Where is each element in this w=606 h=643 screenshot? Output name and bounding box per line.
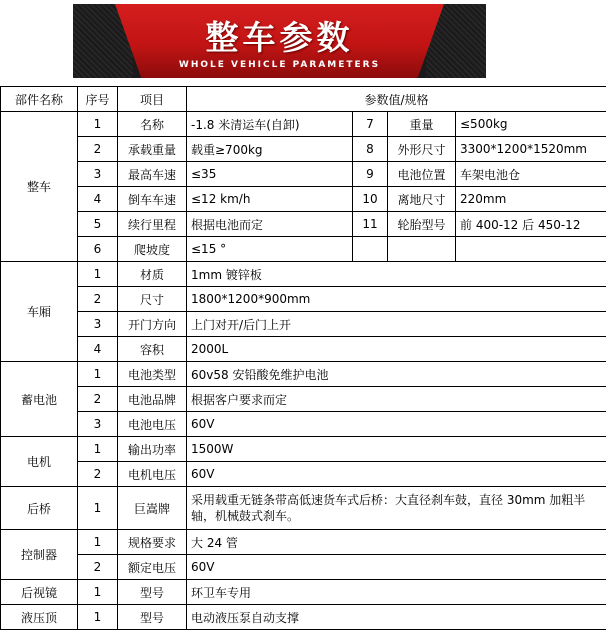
value-cell: 环卫车专用: [187, 580, 606, 605]
value-cell: 电动液压泵自动支撑: [187, 605, 606, 630]
item-cell: 续行里程: [118, 212, 187, 237]
table-row: [1, 212, 606, 237]
item-cell: 承载重量: [118, 137, 187, 162]
item-cell: 电池位置: [388, 162, 456, 187]
value-cell: ≤500kg: [456, 112, 606, 137]
banner-title: 整车参数: [205, 18, 354, 57]
value-cell: 60v58 安铅酸免维护电池: [187, 362, 606, 387]
group-cell: 液压顶: [1, 605, 78, 630]
value-cell: 上门对开/后门上开: [187, 312, 606, 337]
item-cell: 规格要求: [118, 530, 187, 555]
seq-cell: [353, 237, 388, 262]
item-cell: 重量: [388, 112, 456, 137]
seq-cell: 5: [78, 212, 118, 237]
seq-cell: 1: [78, 112, 118, 137]
item-cell: 尺寸: [118, 287, 187, 312]
item-cell: 材质: [118, 262, 187, 287]
table-row: [1, 337, 606, 362]
value-cell: 60V: [187, 462, 606, 487]
seq-cell: 1: [78, 530, 118, 555]
value-cell: -1.8 米清运车(自卸): [187, 112, 353, 137]
value-cell: 根据客户要求而定: [187, 387, 606, 412]
item-cell: 电池电压: [118, 412, 187, 437]
table-row: [1, 387, 606, 412]
group-cell: 电机: [1, 437, 78, 487]
seq-cell: 6: [78, 237, 118, 262]
table-row: [1, 530, 606, 555]
seq-cell: 7: [353, 112, 388, 137]
seq-cell: 11: [353, 212, 388, 237]
value-cell: 1500W: [187, 437, 606, 462]
header-item: 项目: [118, 87, 187, 112]
item-cell: 容积: [118, 337, 187, 362]
header-banner: [73, 4, 486, 78]
item-cell: 型号: [118, 605, 187, 630]
table-row: [1, 112, 606, 137]
value-cell: 根据电池而定: [187, 212, 353, 237]
group-cell: 蓄电池: [1, 362, 78, 437]
seq-cell: 10: [353, 187, 388, 212]
header-part: 部件名称: [1, 87, 78, 112]
value-cell: ≤35: [187, 162, 353, 187]
seq-cell: 9: [353, 162, 388, 187]
table-row: [1, 262, 606, 287]
item-cell: 额定电压: [118, 555, 187, 580]
item-cell: 最高车速: [118, 162, 187, 187]
value-cell: 采用载重无链条带高低速货车式后桥：大直径刹车鼓，直径 30mm 加粗半轴，机械鼓式刹车。: [187, 487, 606, 530]
group-cell: 控制器: [1, 530, 78, 580]
table-row: [1, 487, 606, 530]
table-row: [1, 462, 606, 487]
group-cell: 后视镜: [1, 580, 78, 605]
table-row: [1, 287, 606, 312]
item-cell: 电机电压: [118, 462, 187, 487]
item-cell: 爬坡度: [118, 237, 187, 262]
table-row: [1, 312, 606, 337]
seq-cell: 1: [78, 437, 118, 462]
value-cell: ≤15 °: [187, 237, 353, 262]
item-cell: 型号: [118, 580, 187, 605]
table-header-row: [1, 87, 606, 112]
seq-cell: 1: [78, 580, 118, 605]
table-row: [1, 412, 606, 437]
seq-cell: 1: [78, 605, 118, 630]
seq-cell: 4: [78, 337, 118, 362]
seq-cell: 2: [78, 287, 118, 312]
spec-table: [0, 86, 606, 630]
item-cell: 名称: [118, 112, 187, 137]
item-cell: 外形尺寸: [388, 137, 456, 162]
value-cell: 60V: [187, 412, 606, 437]
item-cell: 输出功率: [118, 437, 187, 462]
value-cell: 1mm 镀锌板: [187, 262, 606, 287]
group-cell: 整车: [1, 112, 78, 262]
value-cell: 大 24 管: [187, 530, 606, 555]
seq-cell: 2: [78, 387, 118, 412]
seq-cell: 2: [78, 137, 118, 162]
seq-cell: 1: [78, 487, 118, 530]
value-cell: 3300*1200*1520mm: [456, 137, 606, 162]
seq-cell: 4: [78, 187, 118, 212]
value-cell: 2000L: [187, 337, 606, 362]
seq-cell: 3: [78, 312, 118, 337]
seq-cell: 2: [78, 555, 118, 580]
table-row: [1, 437, 606, 462]
table-row: [1, 137, 606, 162]
value-cell: ≤12 km/h: [187, 187, 353, 212]
item-cell: [388, 237, 456, 262]
table-row: [1, 605, 606, 630]
value-cell: 60V: [187, 555, 606, 580]
seq-cell: 1: [78, 262, 118, 287]
seq-cell: 2: [78, 462, 118, 487]
seq-cell: 3: [78, 162, 118, 187]
item-cell: 开门方向: [118, 312, 187, 337]
item-cell: 电池类型: [118, 362, 187, 387]
header-value: 参数值/规格: [187, 87, 606, 112]
seq-cell: 8: [353, 137, 388, 162]
table-row: [1, 362, 606, 387]
header-seq: 序号: [78, 87, 118, 112]
item-cell: 离地尺寸: [388, 187, 456, 212]
seq-cell: 1: [78, 362, 118, 387]
group-cell: 车厢: [1, 262, 78, 362]
value-cell: 车架电池仓: [456, 162, 606, 187]
item-cell: 巨嵩牌: [118, 487, 187, 530]
table-row: [1, 555, 606, 580]
group-cell: 后桥: [1, 487, 78, 530]
banner-subtitle: WHOLE VEHICLE PARAMETERS: [178, 60, 381, 70]
table-row: [1, 162, 606, 187]
item-cell: 轮胎型号: [388, 212, 456, 237]
item-cell: 倒车车速: [118, 187, 187, 212]
value-cell: 载重≥700kg: [187, 137, 353, 162]
seq-cell: 3: [78, 412, 118, 437]
value-cell: 前 400-12 后 450-12: [456, 212, 606, 237]
table-row: [1, 237, 606, 262]
value-cell: 1800*1200*900mm: [187, 287, 606, 312]
item-cell: 电池品牌: [118, 387, 187, 412]
value-cell: [456, 237, 606, 262]
table-row: [1, 187, 606, 212]
value-cell: 220mm: [456, 187, 606, 212]
table-row: [1, 580, 606, 605]
